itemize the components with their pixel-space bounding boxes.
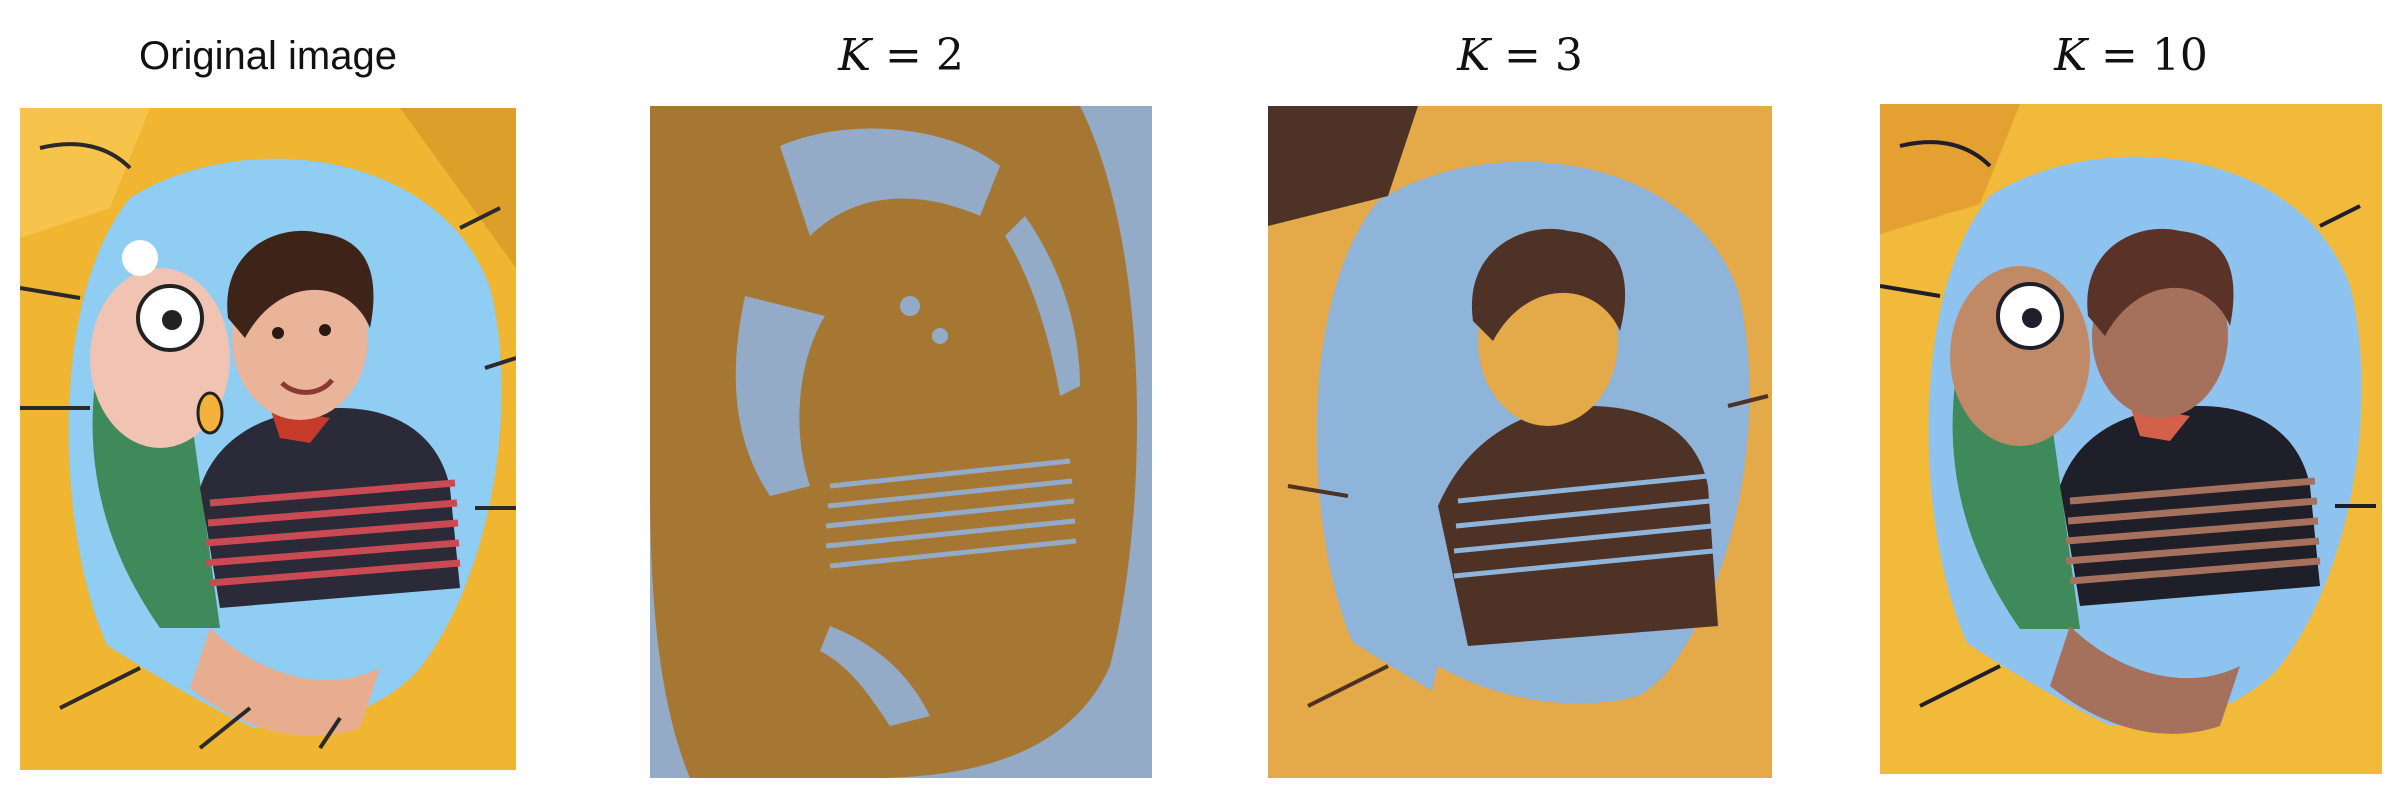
k-variable: K bbox=[1457, 30, 1491, 81]
original-image bbox=[20, 108, 516, 770]
original-image-illustration bbox=[20, 108, 516, 770]
equals-sign: = bbox=[871, 30, 936, 81]
k3-segmented-image bbox=[1268, 106, 1772, 778]
k2-segmentation-illustration bbox=[650, 106, 1152, 778]
k-value: 10 bbox=[2151, 30, 2208, 81]
panel-title-k3 bbox=[1268, 28, 1772, 84]
panel-title-k2 bbox=[650, 28, 1152, 84]
k-variable: K bbox=[2054, 30, 2088, 81]
k3-segmentation-illustration bbox=[1268, 106, 1772, 778]
k-variable: K bbox=[838, 30, 872, 81]
panel-title-k10 bbox=[1880, 28, 2382, 84]
k10-segmented-image bbox=[1880, 104, 2382, 774]
k2-segmented-image bbox=[650, 106, 1152, 778]
k10-segmentation-illustration bbox=[1880, 104, 2382, 774]
panel-title-original: Original image bbox=[139, 34, 397, 78]
k-value: 2 bbox=[935, 30, 964, 81]
equals-sign: = bbox=[2087, 30, 2152, 81]
k-value: 3 bbox=[1554, 30, 1583, 81]
equals-sign: = bbox=[1490, 30, 1555, 81]
